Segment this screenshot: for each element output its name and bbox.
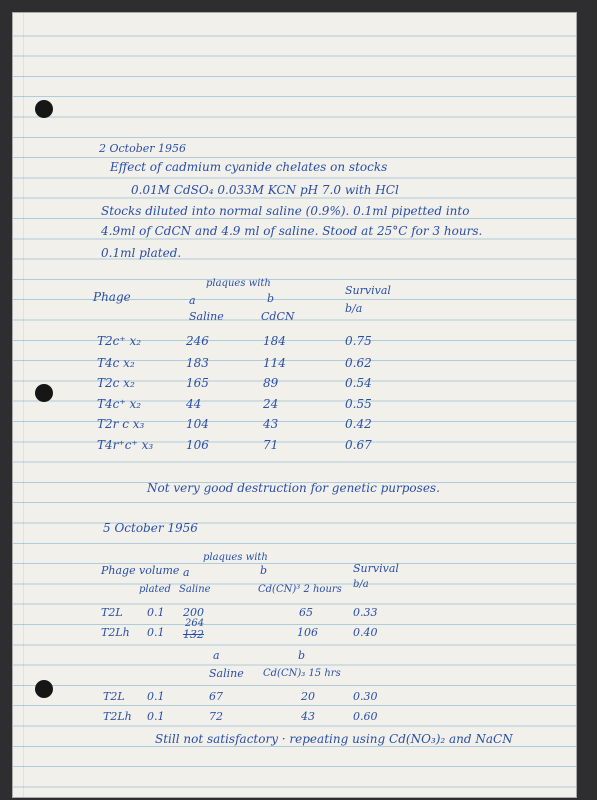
- table-cell-phage: T2Lh: [103, 710, 132, 723]
- table-cell-survival: 0.67: [345, 438, 372, 452]
- table-cell-phage: T2L: [101, 606, 123, 619]
- entry1-conditions: 0.01M CdSO₄ 0.033M KCN pH 7.0 with HCl: [131, 183, 399, 197]
- table-cell-saline: 72: [209, 710, 223, 723]
- table-cell-cd: 106: [297, 626, 318, 639]
- entry1-date: 2 October 1956: [99, 142, 187, 155]
- binder-hole-bottom: [35, 680, 53, 698]
- entry2-header-b: b: [260, 564, 268, 577]
- entry1-header-plaques: plaques with: [206, 278, 271, 289]
- notebook-page: [13, 13, 576, 797]
- entry1-header-b: b: [267, 292, 275, 305]
- table-cell-volume: 0.1: [147, 710, 165, 723]
- table-cell-survival: 0.40: [353, 626, 378, 639]
- entry1-note-line2: 4.9ml of CdCN and 4.9 ml of saline. Stood at 25°C for 3 hours.: [101, 224, 483, 238]
- entry2-header-ratio: b/a: [353, 579, 369, 590]
- entry2-header-saline: Saline: [179, 584, 211, 595]
- entry1-header-ratio: b/a: [345, 302, 363, 315]
- entry2-header-phage: Phage: [101, 564, 136, 577]
- entry2-sub-b: b: [298, 649, 306, 662]
- entry2-sub-cd: Cd(CN)₃ 15 hrs: [263, 668, 341, 679]
- table-cell-saline-struck: 132: [183, 628, 204, 641]
- margin-line: [23, 13, 24, 797]
- entry2-header-plaques: plaques with: [203, 552, 268, 563]
- table-cell-phage: T2L: [103, 690, 125, 703]
- entry2-header-volume: volume: [139, 564, 180, 577]
- entry1-note-line1: Stocks diluted into normal saline (0.9%). 0.1ml pipetted into: [101, 204, 470, 218]
- entry2-sub-a: a: [213, 649, 220, 662]
- table-cell-survival: 0.30: [353, 690, 378, 703]
- entry1-header-a: a: [189, 294, 196, 307]
- table-cell-saline: 183: [186, 356, 209, 370]
- table-cell-phage: T2c⁺ x₂: [97, 334, 142, 348]
- entry2-header-a: a: [183, 566, 190, 579]
- table-cell-cd: 43: [301, 710, 315, 723]
- table-cell-phage: T2Lh: [101, 626, 130, 639]
- entry1-title: Effect of cadmium cyanide chelates on stocks: [110, 160, 388, 174]
- table-cell-cdcn: 89: [263, 376, 279, 390]
- table-cell-phage: T4r⁺c⁺ x₃: [97, 438, 154, 452]
- table-cell-survival: 0.60: [353, 710, 378, 723]
- table-cell-survival: 0.55: [345, 397, 372, 411]
- entry1-header-survival: Survival: [345, 284, 391, 297]
- table-cell-phage: T2c x₂: [97, 376, 135, 390]
- binder-hole-middle: [35, 384, 53, 402]
- table-cell-volume: 0.1: [147, 626, 165, 639]
- table-cell-phage: T2r c x₃: [97, 417, 145, 431]
- table-cell-saline: 104: [186, 417, 209, 431]
- entry2-footer: Still not satisfactory · repeating using Cd(NO₃)₂ and NaCN: [155, 732, 513, 746]
- table-cell-survival: 0.54: [345, 376, 372, 390]
- table-cell-volume: 0.1: [147, 606, 165, 619]
- table-cell-saline: 165: [186, 376, 209, 390]
- table-cell-saline: 200: [183, 606, 204, 619]
- table-cell-saline: 67: [209, 690, 223, 703]
- entry1-header-phage: Phage: [93, 290, 131, 304]
- entry2-header-cd: Cd(CN)³ 2 hours: [258, 584, 342, 595]
- binder-hole-top: [35, 100, 53, 118]
- entry1-conclusion: Not very good destruction for genetic purposes.: [147, 481, 440, 495]
- table-cell-survival: 0.62: [345, 356, 372, 370]
- table-cell-cdcn: 184: [263, 334, 286, 348]
- table-cell-cdcn: 71: [263, 438, 279, 452]
- table-cell-cdcn: 24: [263, 397, 279, 411]
- table-cell-phage: T4c x₂: [97, 356, 135, 370]
- entry2-sub-saline: Saline: [209, 667, 244, 680]
- table-cell-survival: 0.75: [345, 334, 372, 348]
- entry1-note-line3: 0.1ml plated.: [101, 246, 182, 260]
- table-cell-saline: 106: [186, 438, 209, 452]
- entry2-date: 5 October 1956: [103, 521, 198, 535]
- table-cell-cdcn: 114: [263, 356, 286, 370]
- entry1-header-saline: Saline: [189, 310, 224, 323]
- table-cell-saline: 44: [186, 397, 202, 411]
- table-cell-survival: 0.33: [353, 606, 378, 619]
- entry1-header-cdcn: CdCN: [261, 310, 295, 323]
- table-cell-saline-correction: 264: [185, 618, 205, 629]
- table-cell-saline: 246: [186, 334, 209, 348]
- table-cell-survival: 0.42: [345, 417, 372, 431]
- table-cell-volume: 0.1: [147, 690, 165, 703]
- entry2-header-survival: Survival: [353, 562, 399, 575]
- entry2-header-plated: plated: [139, 584, 171, 595]
- table-cell-cdcn: 43: [263, 417, 279, 431]
- table-cell-phage: T4c⁺ x₂: [97, 397, 142, 411]
- table-cell-cd: 65: [299, 606, 313, 619]
- table-cell-cd: 20: [301, 690, 315, 703]
